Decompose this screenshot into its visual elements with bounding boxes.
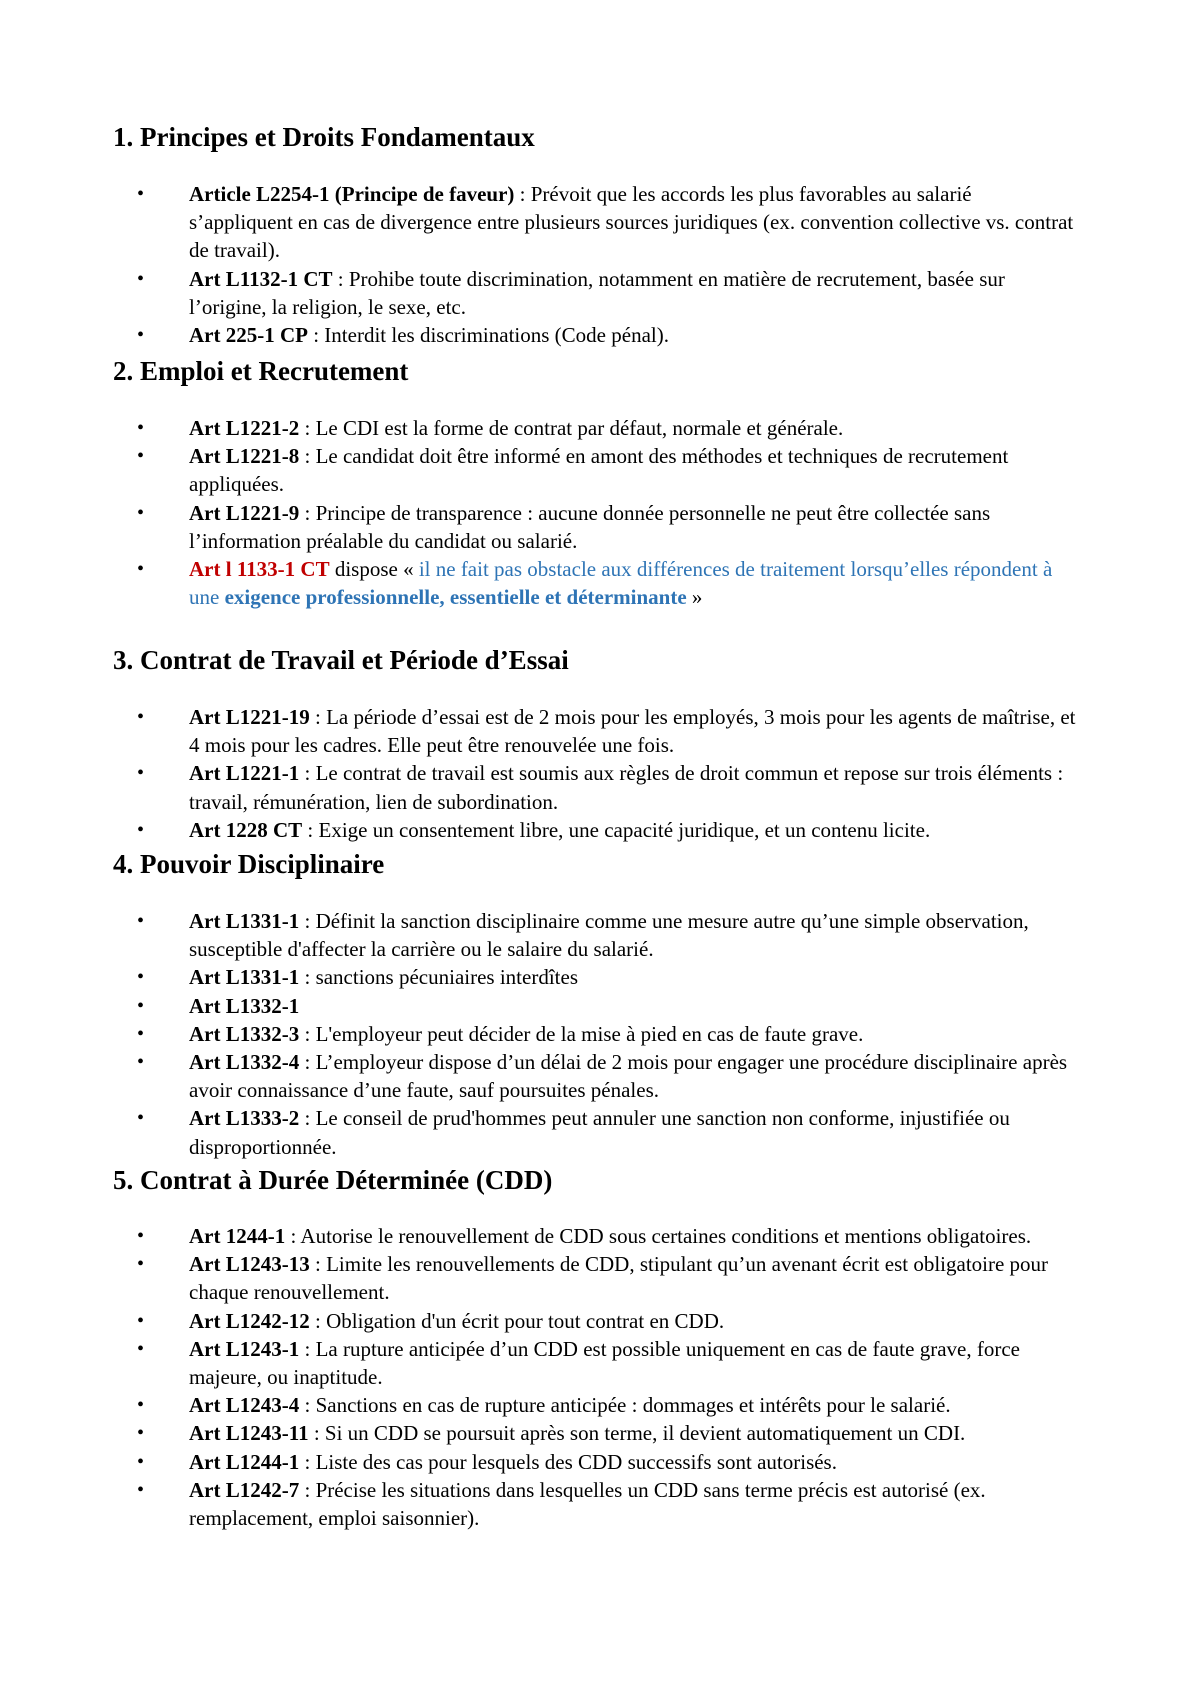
article-text: : L’employeur dispose d’un délai de 2 mois pour engager une procédure disciplinaire après avoir connaissance d’une faute, sauf poursuites pénales. <box>189 1050 1068 1103</box>
article-label: Art L1221-9 <box>189 500 300 525</box>
list-item <box>0 816 1079 844</box>
list-item <box>0 992 1079 1020</box>
list-item <box>0 1419 1079 1447</box>
bullet-icon: • <box>137 910 145 932</box>
bullet-icon: • <box>137 762 145 785</box>
section-list-disciplinaire <box>0 907 1079 1161</box>
list-item <box>0 1250 1079 1306</box>
section-list-cdd <box>0 1222 1079 1532</box>
article-label: Art 225-1 CP <box>189 323 308 348</box>
article-quote-bold: exigence professionnelle, essentielle et déterminante <box>224 585 687 610</box>
list-item <box>0 1020 1079 1048</box>
article-text: : Autorise le renouvellement de CDD sous certaines conditions et mentions obligatoires. <box>285 1224 1032 1248</box>
bullet-icon: • <box>137 1253 145 1276</box>
bullet-icon: • <box>137 706 145 728</box>
bullet-icon: • <box>137 558 145 581</box>
list-item <box>0 907 1079 963</box>
article-label: Art L1244-1 <box>189 1449 300 1474</box>
bullet-icon: • <box>137 417 145 439</box>
article-quote-end: » <box>686 585 703 610</box>
list-item <box>0 963 1079 991</box>
section-list-contrat <box>0 703 1079 844</box>
list-item <box>0 442 1079 498</box>
article-text: : Le contrat de travail est soumis aux règles de droit commun et repose sur trois éléments : travail, rémunération, lien de subordination. <box>189 761 1064 814</box>
article-text: : Obligation d'un écrit pour tout contrat en CDD. <box>309 1308 725 1333</box>
article-dispose-text: dispose « <box>329 557 419 582</box>
section-heading-cdd: 5. Contrat à Durée Déterminée (CDD) <box>113 1165 553 1195</box>
article-label: Art L1243-4 <box>189 1393 300 1418</box>
bullet-icon: • <box>137 267 145 290</box>
bullet-icon: • <box>137 501 145 524</box>
article-text: : Principe de transparence : aucune donnée personnelle ne peut être collectée sans l’information préalable du candidat ou salarié. <box>189 500 991 553</box>
article-label: Art L1331-1 <box>189 909 300 933</box>
bullet-icon: • <box>137 1225 145 1247</box>
bullet-icon: • <box>137 1107 145 1130</box>
article-label-red: Art l 1133-1 CT <box>189 557 330 582</box>
bullet-icon: • <box>137 1478 145 1501</box>
list-item <box>0 1391 1079 1419</box>
article-label: Art L1221-19 <box>189 705 310 729</box>
article-text: : La période d’essai est de 2 mois pour les employés, 3 mois pour les agents de maîtrise, et 4 mois pour les cadres. Elle peut être renouvelée une fois. <box>189 705 1076 758</box>
bullet-icon: • <box>137 1337 145 1360</box>
article-label: Art 1228 CT <box>189 817 303 842</box>
article-text: : Précise les situations dans lesquelles un CDD sans terme précis est autorisé (ex. remplacement, emploi saisonnier). <box>189 1477 986 1531</box>
list-item <box>0 759 1079 815</box>
list-item <box>0 1335 1079 1391</box>
article-text: : Interdit les discriminations (Code pénal). <box>307 323 669 348</box>
article-label: Art L1221-8 <box>189 444 300 469</box>
article-text: : Le candidat doit être informé en amont des méthodes et techniques de recrutement appliquées. <box>189 444 1009 497</box>
bullet-icon: • <box>137 1051 145 1074</box>
article-label: Art L1243-1 <box>189 1336 300 1361</box>
article-quote: il ne fait pas obstacle aux différences de traitement lorsqu’elles répondent à une <box>189 557 1053 610</box>
list-item <box>0 703 1079 759</box>
list-item <box>0 1307 1079 1335</box>
bullet-icon: • <box>137 1450 145 1473</box>
section-list-emploi <box>0 414 1079 611</box>
article-text: : Sanctions en cas de rupture anticipée : dommages et intérêts pour le salarié. <box>299 1393 951 1418</box>
article-text: : Liste des cas pour lesquels des CDD successifs sont autorisés. <box>299 1449 837 1474</box>
article-text: : Si un CDD se poursuit après son terme, il devient automatiquement un CDI. <box>308 1421 966 1446</box>
article-label: Art L1242-12 <box>189 1308 310 1333</box>
article-text: : Limite les renouvellements de CDD, stipulant qu’un avenant écrit est obligatoire pour chaque renouvellement. <box>189 1252 1049 1305</box>
section-heading-disciplinaire: 4. Pouvoir Disciplinaire <box>113 849 385 879</box>
bullet-icon: • <box>137 994 145 1017</box>
article-text: : Le CDI est la forme de contrat par défaut, normale et générale. <box>299 416 844 440</box>
article-label: Art L1221-2 <box>189 416 300 440</box>
section-heading-contrat: 3. Contrat de Travail et Période d’Essai <box>113 645 569 675</box>
section-heading-principes: 1. Principes et Droits Fondamentaux <box>113 122 535 152</box>
article-text: : L'employeur peut décider de la mise à pied en cas de faute grave. <box>299 1021 864 1046</box>
list-item <box>0 499 1079 555</box>
bullet-icon: • <box>137 1022 145 1045</box>
article-text: : sanctions pécuniaires interdîtes <box>299 965 578 990</box>
bullet-icon: • <box>137 324 145 347</box>
article-label: Art L1243-13 <box>189 1252 310 1277</box>
section-list-principes <box>0 180 1079 349</box>
bullet-icon: • <box>137 1422 145 1445</box>
article-text: : Prévoit que les accords les plus favorables au salarié s’appliquent en cas de divergence entre plusieurs sources juridiques (ex. convention collective vs. contrat de travail). <box>189 182 1074 263</box>
bullet-icon: • <box>137 966 145 989</box>
list-item-highlight <box>0 555 1079 611</box>
bullet-icon: • <box>137 445 145 468</box>
article-label: Art L1132-1 CT <box>189 266 333 291</box>
list-item <box>0 1104 1079 1160</box>
article-label: Art L1333-2 <box>189 1106 300 1131</box>
article-label: Art L1332-4 <box>189 1050 300 1075</box>
article-label: Art 1244-1 <box>189 1224 286 1248</box>
list-item <box>0 1476 1079 1532</box>
bullet-icon: • <box>137 1309 145 1332</box>
list-item <box>0 1222 1079 1250</box>
article-text: : Exige un consentement libre, une capacité juridique, et un contenu licite. <box>302 817 931 842</box>
list-item <box>0 1448 1079 1476</box>
article-label: Article L2254-1 (Principe de faveur) <box>189 182 515 206</box>
bullet-icon: • <box>137 1394 145 1417</box>
list-item <box>0 1048 1079 1104</box>
article-text: : La rupture anticipée d’un CDD est possible uniquement en cas de faute grave, force majeure, ou inaptitude. <box>189 1336 1020 1390</box>
bullet-icon: • <box>137 818 145 841</box>
bullet-icon: • <box>137 183 145 205</box>
article-label: Art L1242-7 <box>189 1477 300 1502</box>
list-item <box>0 265 1079 321</box>
article-label: Art L1332-3 <box>189 1021 300 1046</box>
article-label: Art L1221-1 <box>189 761 300 786</box>
list-item <box>0 414 1079 442</box>
list-item <box>0 321 1079 349</box>
article-label: Art L1331-1 <box>189 965 300 990</box>
article-text: : Le conseil de prud'hommes peut annuler une sanction non conforme, injustifiée ou disproportionnée. <box>189 1106 1010 1159</box>
list-item <box>0 180 1079 265</box>
article-text: : Prohibe toute discrimination, notamment en matière de recrutement, basée sur l’origine, la religion, le sexe, etc. <box>189 266 1005 319</box>
section-heading-emploi: 2. Emploi et Recrutement <box>113 356 409 386</box>
article-label: Art L1332-1 <box>189 993 300 1018</box>
article-label: Art L1243-11 <box>189 1421 309 1446</box>
article-text: : Définit la sanction disciplinaire comme une mesure autre qu’une simple observation, susceptible d'affecter la carrière ou le salaire du salarié. <box>189 909 1029 962</box>
